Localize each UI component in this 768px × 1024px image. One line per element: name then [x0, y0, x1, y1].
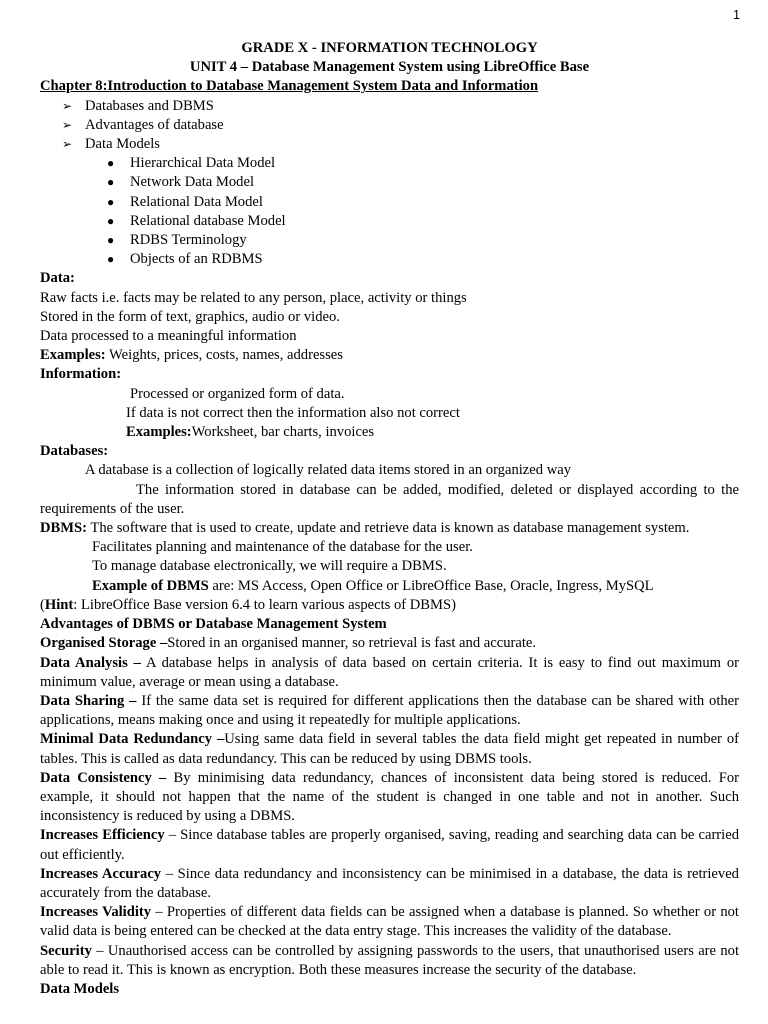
outline-sub-item: ● Network Data Model	[40, 173, 739, 192]
information-section	[40, 365, 739, 442]
information-line: Processed or organized form of data.	[130, 385, 345, 402]
advantage-item: Data Sharing – If the same data set is required for different applications then the database can be shared with other applications, means making once and using it repeatedly for multiple applications.	[40, 692, 740, 729]
arrow-bullet-icon: ➢	[62, 137, 73, 152]
data-line: Raw facts i.e. facts may be related to any person, place, activity or things	[40, 289, 467, 306]
dbms-definition: DBMS: The software that is used to create, update and retrieve data is known as database management system.	[40, 520, 690, 537]
advantage-item: Increases Validity – Properties of different data fields can be assigned when a database is planned. So whether or not valid data is being entered can be checked at the data entry stage. This increases the validity of the database.	[40, 904, 739, 940]
advantage-item: Data Consistency – By minimising data redundancy, chances of inconsistent data being stored is reduced. For example, it should not happen that the name of the student is changed in one table and not in another. Such inconsistency is reduced by using a DBMS.	[40, 769, 739, 825]
outline-item: ➢ Advantages of database	[40, 116, 739, 135]
page-number: 1	[733, 8, 740, 22]
advantage-item: Minimal Data Redundancy –Using same data field in several tables the data field might get repeated in number of tables. This is called as data redundancy. This can be reduced by using DBMS tools.	[40, 731, 739, 767]
data-examples: Examples: Weights, prices, costs, names, addresses	[40, 347, 343, 364]
databases-description: The information stored in database can be added, modified, deleted or displayed according to the requirements of the user.	[40, 481, 739, 517]
grade-heading: GRADE X - INFORMATION TECHNOLOGY	[241, 40, 538, 56]
databases-heading: Databases:	[40, 443, 109, 460]
advantage-item: Increases Accuracy – Since data redundancy and inconsistency can be minimised in a database, the data is retrieved accurately from the database.	[40, 865, 739, 901]
outline-sub-item: ● Objects of an RDBMS	[40, 250, 739, 269]
bullet-icon: ●	[107, 156, 115, 171]
topic-outline	[40, 97, 739, 270]
data-section	[40, 269, 739, 365]
outline-item: ➢ Data Models	[40, 135, 739, 154]
outline-sub-item: ● RDBS Terminology	[40, 231, 739, 250]
unit-heading: UNIT 4 – Database Management System using LibreOffice Base	[189, 59, 590, 76]
advantage-item: Security – Unauthorised access can be controlled by assigning passwords to the users, that unauthorised users are not able to read it. This is known as encryption. Both these measures increase the security of the database.	[40, 942, 739, 978]
dbms-examples: Example of DBMS are: MS Access, Open Office or LibreOffice Base, Oracle, Ingress, MySQL	[92, 577, 654, 594]
databases-section	[40, 442, 739, 519]
data-models-heading: Data Models	[40, 980, 120, 997]
bullet-icon: ●	[107, 175, 115, 190]
document-body	[40, 39, 739, 999]
outline-sub-item: ● Relational database Model	[40, 212, 739, 231]
advantage-item: Organised Storage –Stored in an organised manner, so retrieval is fast and accurate.	[40, 635, 537, 652]
data-line: Stored in the form of text, graphics, audio or video.	[40, 308, 340, 325]
information-line: If data is not correct then the information also not correct	[126, 404, 460, 421]
advantage-item: Data Analysis – A database helps in analysis of data based on certain criteria. It is easy to find out maximum or minimum value, average or mean using a database.	[40, 654, 740, 690]
dbms-section	[40, 519, 739, 615]
dbms-line: Facilitates planning and maintenance of the database for the user.	[92, 539, 473, 556]
information-heading: Information:	[40, 366, 122, 383]
outline-sub-item: ● Relational Data Model	[40, 193, 739, 212]
arrow-bullet-icon: ➢	[62, 98, 73, 113]
chapter-title: Chapter 8:Introduction to Database Management System Data and Information	[40, 78, 539, 95]
dbms-hint: (Hint: LibreOffice Base version 6.4 to learn various aspects of DBMS)	[40, 596, 456, 613]
arrow-bullet-icon: ➢	[62, 117, 73, 132]
bullet-icon: ●	[107, 252, 115, 267]
bullet-icon: ●	[107, 233, 115, 248]
advantages-heading: Advantages of DBMS or Database Management System	[40, 616, 387, 633]
dbms-line: To manage database electronically, we will require a DBMS.	[92, 558, 447, 575]
advantages-section	[40, 615, 739, 980]
outline-sub-item: ● Hierarchical Data Model	[40, 154, 739, 173]
outline-item: ➢ Databases and DBMS	[40, 97, 739, 116]
information-examples: Examples:Worksheet, bar charts, invoices	[126, 424, 375, 441]
bullet-icon: ●	[107, 213, 115, 228]
data-heading: Data:	[40, 270, 75, 287]
data-line: Data processed to a meaningful information	[40, 328, 297, 345]
bullet-icon: ●	[107, 194, 115, 209]
databases-definition: A database is a collection of logically related data items stored in an organized way	[85, 462, 572, 479]
advantage-item: Increases Efficiency – Since database tables are properly organised, saving, reading and searching data can be carried out efficiently.	[40, 827, 740, 863]
